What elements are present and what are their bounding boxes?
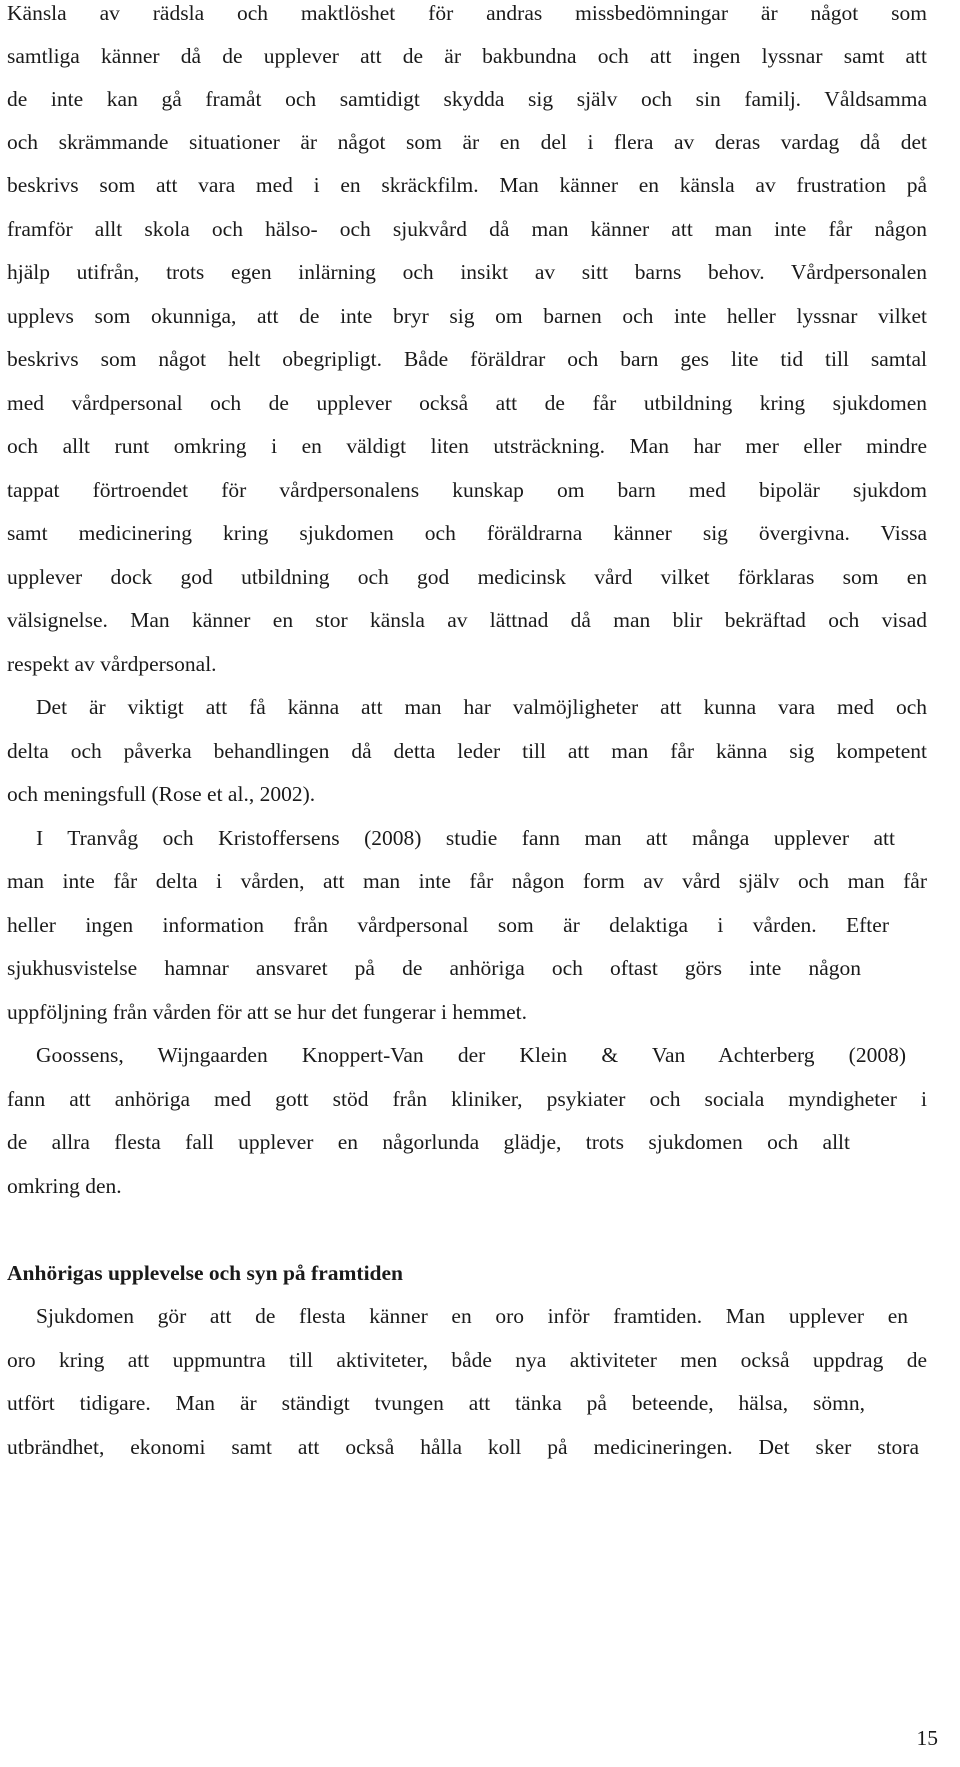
- text-line: man inte får delta i vården, att man inte får någon form av vård själv och man får: [7, 869, 927, 893]
- text-line: respekt av vårdpersonal.: [7, 652, 217, 676]
- text-line: beskrivs som att vara med i en skräckfilm. Man känner en känsla av frustration på: [7, 173, 927, 197]
- text-line: sjukhusvistelse hamnar ansvaret på de anhöriga och oftast görs inte någon: [7, 956, 861, 980]
- text-line: tappat förtroendet för vårdpersonalens kunskap om barn med bipolär sjukdom: [7, 478, 927, 502]
- text-line: uppföljning från vården för att se hur det fungerar i hemmet.: [7, 1000, 527, 1024]
- text-line: fann att anhöriga med gott stöd från kliniker, psykiater och sociala myndigheter i: [7, 1087, 927, 1111]
- text-line: omkring den.: [7, 1174, 122, 1198]
- text-line: framför allt skola och hälso- och sjukvård då man känner att man inte får någon: [7, 217, 927, 241]
- text-line: Det är viktigt att få känna att man har valmöjligheter att kunna vara med och: [36, 695, 927, 719]
- text-line: samtliga känner då de upplever att de är bakbundna och att ingen lyssnar samt att: [7, 44, 927, 68]
- section-heading: Anhörigas upplevelse och syn på framtiden: [7, 1261, 403, 1285]
- text-line: heller ingen information från vårdpersonal som är delaktiga i vården. Efter: [7, 913, 889, 937]
- text-line: välsignelse. Man känner en stor känsla av lättnad då man blir bekräftad och visad: [7, 608, 927, 632]
- text-line: utbrändhet, ekonomi samt att också hålla koll på medicineringen. Det sker stora: [7, 1435, 919, 1459]
- text-line: I Tranvåg och Kristoffersens (2008) studie fann man att många upplever att: [36, 826, 895, 850]
- text-line: beskrivs som något helt obegripligt. Både föräldrar och barn ges lite tid till samtal: [7, 347, 927, 371]
- text-line: med vårdpersonal och de upplever också att de får utbildning kring sjukdomen: [7, 391, 927, 415]
- text-line: och meningsfull (Rose et al., 2002).: [7, 782, 316, 806]
- text-line: och skrämmande situationer är något som är en del i flera av deras vardag då det: [7, 130, 927, 154]
- text-line: Känsla av rädsla och maktlöshet för andras missbedömningar är något som: [7, 1, 927, 25]
- text-line: de allra flesta fall upplever en någorlunda glädje, trots sjukdomen och allt: [7, 1130, 850, 1154]
- text-line: de inte kan gå framåt och samtidigt skydda sig själv och sin familj. Våldsamma: [7, 87, 927, 111]
- text-line: och allt runt omkring i en väldigt liten utsträckning. Man har mer eller mindre: [7, 434, 927, 458]
- text-line: Goossens, Wijngaarden Knoppert-Van der Klein & Van Achterberg (2008): [36, 1043, 906, 1067]
- text-line: delta och påverka behandlingen då detta leder till att man får känna sig kompetent: [7, 739, 927, 763]
- text-line: Sjukdomen gör att de flesta känner en oro inför framtiden. Man upplever en: [36, 1304, 908, 1328]
- text-line: upplevs som okunniga, att de inte bryr sig om barnen och inte heller lyssnar vilket: [7, 304, 927, 328]
- text-line: samt medicinering kring sjukdomen och föräldrarna känner sig övergivna. Vissa: [7, 521, 927, 545]
- text-line: utfört tidigare. Man är ständigt tvungen att tänka på beteende, hälsa, sömn,: [7, 1391, 865, 1415]
- text-line: hjälp utifrån, trots egen inlärning och insikt av sitt barns behov. Vårdpersonalen: [7, 260, 927, 284]
- page-number: 15: [916, 1726, 938, 1750]
- text-line: oro kring att uppmuntra till aktiviteter, både nya aktiviteter men också uppdrag de: [7, 1348, 927, 1372]
- text-line: upplever dock god utbildning och god medicinsk vård vilket förklaras som en: [7, 565, 927, 589]
